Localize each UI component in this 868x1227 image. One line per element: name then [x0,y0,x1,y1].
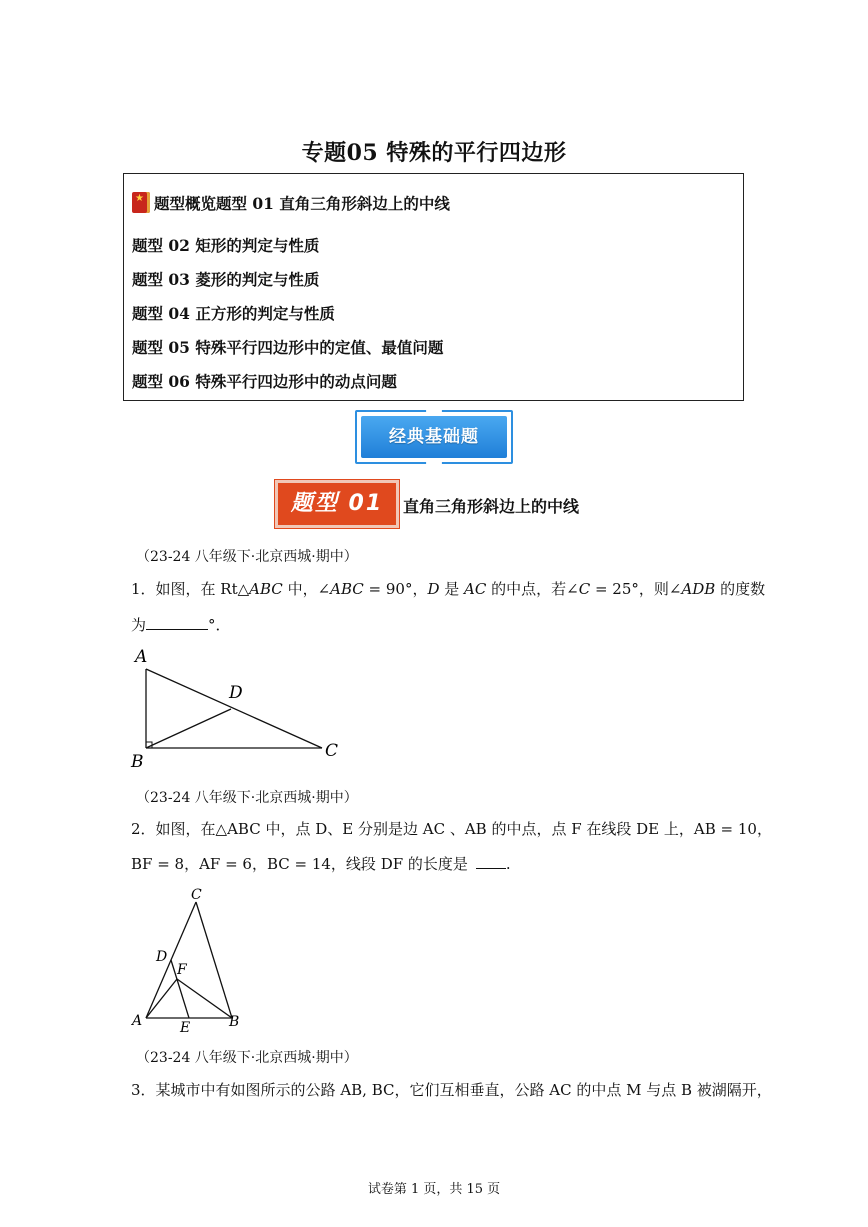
toc-item-04: 题型 04 正方形的判定与性质 [132,304,335,323]
q3-source: （23-24 八年级下·北京西城·期中） [136,1050,358,1066]
q1-source: （23-24 八年级下·北京西城·期中） [136,549,358,565]
point-label-c: C [325,741,339,761]
q1-var: ADB [681,580,716,598]
toc-item-06: 题型 06 特殊平行四边形中的动点问题 [132,372,397,391]
point-label-b: B [229,1014,240,1030]
q2-text-line1: 2．如图，在△ABC 中，点 D、E 分别是边 AC 、AB 的中点，点 F 在线段 DE 上，AB = 10， [131,820,772,838]
point-label-e: E [180,1020,191,1035]
toc-item-02: 题型 02 矩形的判定与性质 [132,236,320,255]
q2-text-line2 [131,853,511,875]
q1-text: 的中点，若∠ [486,580,579,598]
answer-blank[interactable] [476,854,506,869]
q1-var: D [427,580,440,598]
point-label-f: F [177,962,187,978]
q2-text: BF = 8，AF = 6，BC = 14，线段 DF 的长度是 [131,855,468,873]
q1-text: 1．如图，在 Rt△ [131,580,250,598]
q1-var: ABC [249,580,283,598]
question-type-title: 直角三角形斜边上的中线 [403,497,580,516]
point-label-c: C [191,887,202,903]
q1-text: 的度数 [715,580,766,598]
point-label-a: A [135,647,148,667]
q1-text: 中，∠ [282,580,331,598]
answer-blank[interactable] [146,615,208,630]
question-type-tag: 题型 01 [275,480,399,528]
q2-source: （23-24 八年级下·北京西城·期中） [136,790,358,806]
q1-figure-triangle [125,640,355,775]
banner-label: 经典基础题 [361,416,507,458]
page-footer: 试卷第 1 页，共 15 页 [367,1182,501,1197]
q1-text-line2 [131,614,231,636]
q1-var: AC [464,580,487,598]
q1-text-line1 [131,578,765,600]
section-banner [355,410,513,464]
point-label-a: A [132,1013,143,1029]
q1-text: = 90°， [363,580,428,598]
q2-text: . [505,855,511,873]
toc-item-03: 题型 03 菱形的判定与性质 [132,270,320,289]
document-title: 专题05 特殊的平行四边形 [301,140,567,166]
point-label-d: D [229,683,243,703]
toc-item-01 [132,192,450,214]
book-icon: ★ [132,192,150,213]
q1-var: C [578,580,591,598]
q1-text: 是 [439,580,465,598]
point-label-b: B [131,752,144,772]
toc-item-label: 题型概览题型 01 直角三角形斜边上的中线 [154,194,450,213]
q3-text-line1: 3．某城市中有如图所示的公路 AB, BC，它们互相垂直，公路 AC 的中点 M 与点 B 被湖隔开， [131,1081,772,1099]
toc-item-05: 题型 05 特殊平行四边形中的定值、最值问题 [132,338,444,357]
topic-overview-box [123,173,744,401]
q1-var: ABC [330,580,364,598]
q2-figure-triangle [125,880,265,1035]
q1-text: = 25°，则∠ [590,580,682,598]
point-label-d: D [156,949,168,965]
q1-text: °． [208,616,231,634]
q1-text: 为 [131,616,147,634]
